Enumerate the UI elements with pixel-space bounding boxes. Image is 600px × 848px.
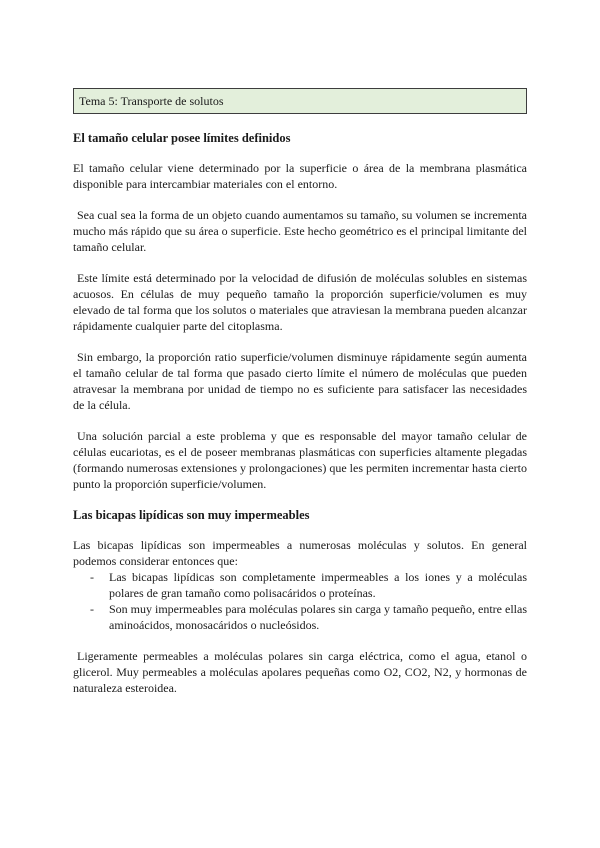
topic-title-box [73,88,527,114]
topic-title: Tema 5: Transporte de solutos [79,94,224,108]
document-page [73,88,527,711]
paragraph-closing: Ligeramente permeables a moléculas polares sin carga eléctrica, como el agua, etanol o glicerol. Muy permeables a moléculas apolares pequeñas como O2, CO2, N2, y hormonas de naturaleza esteroidea. [73,649,527,695]
list-item-text: Las bicapas lipídicas son completamente impermeables a los iones y a moléculas polares de gran tamaño como polisacáridos o proteínas. [109,570,527,600]
paragraph: Este límite está determinado por la velocidad de difusión de moléculas solubles en sistemas acuosos. En células de muy pequeño tamaño la proporción superficie/volumen es muy elevado de tal forma que los solutos o materiales que atraviesan la membrana pueden alcanzar rápidamente cualquier parte del citoplasma. [73,271,527,333]
paragraph: Sin embargo, la proporción ratio superficie/volumen disminuye rápidamente según aumenta el tamaño celular de tal forma que pasado cierto límite el número de moléculas que pueden atravesar la membrana por unidad de tiempo no es suficiente para satisfacer las necesidades de la célula. [73,350,527,412]
section-heading-cell-size: El tamaño celular posee límites definidos [73,131,291,145]
bullet-list [73,569,527,633]
paragraph: Sea cual sea la forma de un objeto cuando aumentamos su tamaño, su volumen se incrementa mucho más rápido que su área o superficie. Este hecho geométrico es el principal limitante del tamaño celular. [73,208,527,254]
paragraph: Una solución parcial a este problema y que es responsable del mayor tamaño celular de células eucariotas, es el de poseer membranas plasmáticas con superficies altamente plegadas (formando numerosas extensiones y prolongaciones) que les permiten incrementar hasta cierto punto la proporción superficie/volumen. [73,429,527,491]
section-heading-lipid-bilayers: Las bicapas lipídicas son muy impermeables [73,508,310,522]
bullet-dash: - [90,602,94,616]
list-item-text: Son muy impermeables para moléculas polares sin carga y tamaño pequeño, entre ellas aminoácidos, monosacáridos o nucleósidos. [109,602,527,632]
list-item [73,569,527,601]
bullet-dash: - [90,570,94,584]
list-item [73,601,527,633]
paragraph: El tamaño celular viene determinado por la superficie o área de la membrana plasmática disponible para intercambiar materiales con el entorno. [73,161,527,191]
paragraph-intro: Las bicapas lipídicas son impermeables a numerosas moléculas y solutos. En general podemos considerar entonces que: [73,538,527,568]
